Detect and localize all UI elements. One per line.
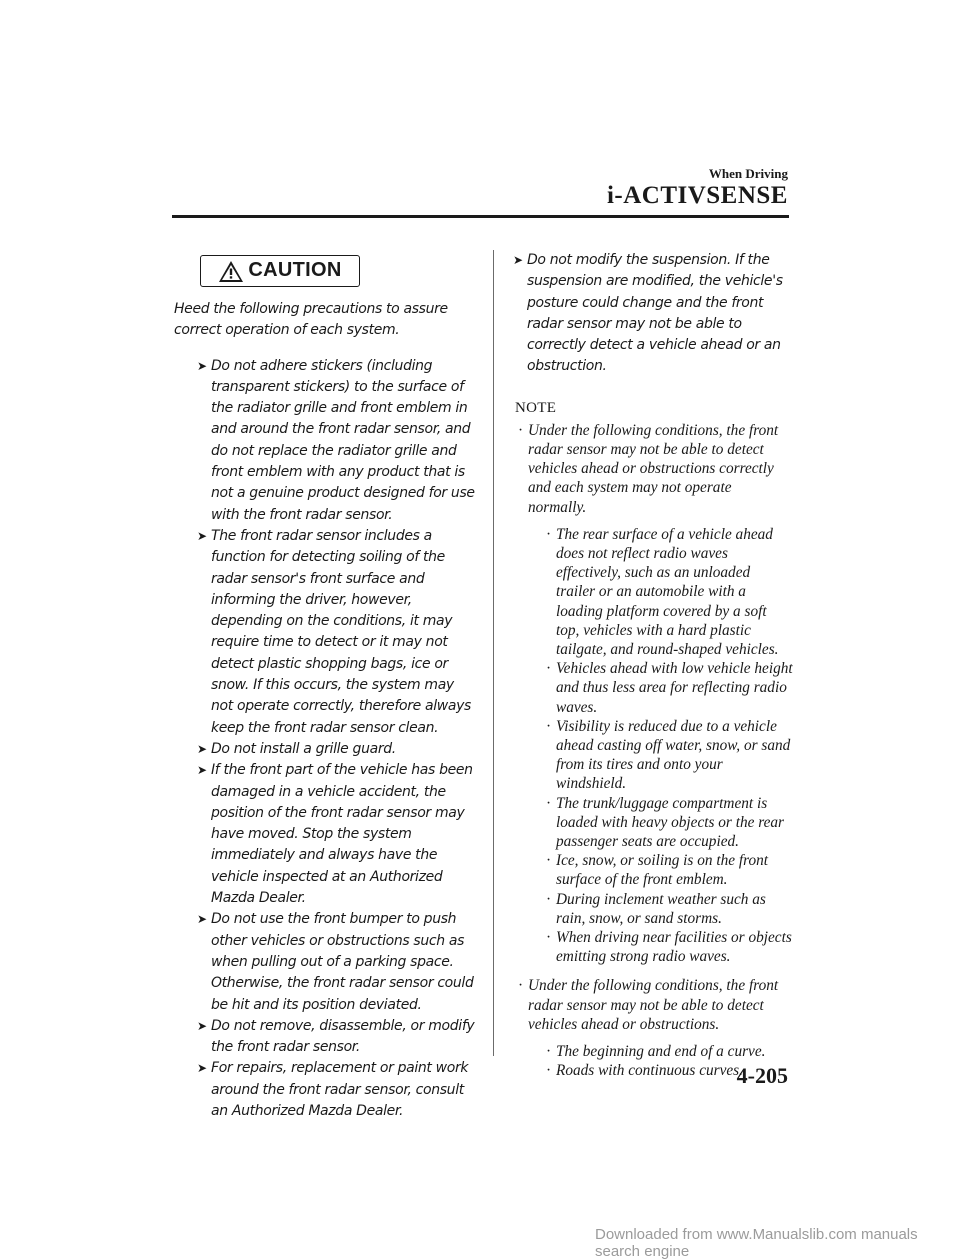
page-number: 4-205	[736, 1063, 788, 1088]
bullet-dot-icon: ·	[546, 890, 552, 908]
bullet-dot-icon: ·	[546, 525, 552, 543]
arrow-bullet-icon: ➤	[513, 253, 523, 267]
note-subitem: · Roads with continuous curves.	[546, 1062, 743, 1080]
caution-item: ➤ If the front part of the vehicle has been damaged in a vehicle accident, the position of the front radar sensor may have moved. Stop the system immediately and always have the vehicle inspected at an Authorized Mazda Dealer.	[197, 762, 473, 907]
caution-item: ➤ Do not use the front bumper to push other vehicles or obstructions such as when pulling out of a parking space. Otherwise, the front radar sensor could be hit and its position deviated.	[197, 911, 474, 1013]
arrow-bullet-icon: ➤	[197, 741, 207, 756]
caution-intro: Heed the following precautions to assure correct operation of each system.	[174, 301, 448, 339]
bullet-dot-icon: ·	[546, 1043, 552, 1061]
header-rule	[172, 215, 789, 218]
note-bullet: · Under the following conditions, the front radar sensor may not be able to detect vehicles ahead or obstructions. · The beginning and end of a curve. · Roads with continuous curves.	[513, 976, 793, 1080]
caution-item: ➤ Do not remove, disassemble, or modify the front radar sensor.	[197, 1017, 475, 1056]
arrow-bullet-icon: ➤	[197, 1061, 207, 1076]
arrow-bullet-icon: ➤	[197, 1018, 207, 1033]
bullet-dot-icon: ·	[546, 929, 552, 947]
note-sublist	[528, 525, 793, 967]
caution-item: ➤ The front radar sensor includes a function for detecting soiling of the radar sensor's front surface and informing the driver, however, depending on the conditions, it may require time to detect or it may not detect plastic shopping bags, ice or snow. If this occurs, the system may not operate correctly, therefore always keep the front radar sensor clean.	[197, 527, 471, 736]
caution-box	[200, 255, 360, 287]
note-subitem: · The trunk/luggage compartment is loaded with heavy objects or the rear passenger seats are occupied.	[546, 794, 784, 851]
note-subitem: · The beginning and end of a curve.	[546, 1043, 766, 1061]
footer-watermark[interactable]: Downloaded from www.Manualslib.com manuals search engine	[595, 1226, 918, 1260]
bullet-dot-icon: ·	[546, 1062, 552, 1080]
note-subitem: · Ice, snow, or soiling is on the front surface of the front emblem.	[546, 852, 769, 889]
caution-list-right	[513, 250, 793, 378]
section-label: When Driving	[708, 166, 788, 181]
right-column	[513, 250, 793, 1090]
caution-label: CAUTION	[248, 259, 342, 282]
note-block	[513, 421, 793, 1081]
caution-item: ➤ Do not install a grille guard.	[174, 739, 479, 760]
note-subitem: · During inclement weather such as rain, snow, or sand storms.	[546, 890, 766, 927]
arrow-bullet-icon: ➤	[197, 358, 207, 373]
left-column	[174, 255, 479, 1122]
bullet-dot-icon: ·	[546, 717, 552, 735]
note-subitem: · When driving near facilities or objects emitting strong radio waves.	[546, 929, 792, 966]
caution-item: ➤ For repairs, replacement or paint work around the front radar sensor, consult an Authorized Mazda Dealer.	[197, 1060, 469, 1119]
caution-item: ➤ Do not adhere stickers (including transparent stickers) to the surface of the radiator grille and front emblem in and around the front radar sensor, and do not replace the radiator grille and front emblem with any product that is not a genuine product designed for use with the front radar sensor.	[197, 357, 475, 523]
arrow-bullet-icon: ➤	[197, 528, 207, 543]
arrow-bullet-icon: ➤	[197, 912, 207, 927]
note-label: NOTE	[515, 399, 557, 416]
bullet-dot-icon: ·	[518, 421, 524, 439]
bullet-dot-icon: ·	[546, 660, 552, 678]
caution-list-left	[174, 356, 479, 1123]
bullet-dot-icon: ·	[546, 794, 552, 812]
note-subitem: · The rear surface of a vehicle ahead does not reflect radio waves effectively, such as an unloaded trailer or an automobile with a loading platform covered by a soft top, vehicles with a hard plastic tailgate, and round-shaped vehicles.	[546, 525, 779, 659]
caution-item: ➤ Do not modify the suspension. If the suspension are modified, the vehicle's posture could change and the front radar sensor may not be able to correctly detect a vehicle ahead or an obstruction.	[513, 252, 783, 375]
warning-triangle-icon	[218, 260, 244, 283]
bullet-dot-icon: ·	[546, 852, 552, 870]
arrow-bullet-icon: ➤	[197, 763, 207, 778]
bullet-dot-icon: ·	[518, 977, 524, 995]
page-title: i-ACTIVSENSE	[606, 182, 788, 209]
note-subitem: · Visibility is reduced due to a vehicle ahead casting off water, snow, or sand from its tires and onto your windshield.	[546, 717, 791, 793]
column-divider	[493, 250, 494, 1056]
note-subitem: · Vehicles ahead with low vehicle height and thus less area for reflecting radio waves.	[546, 660, 793, 716]
note-bullet: · Under the following conditions, the front radar sensor may not be able to detect vehicles ahead or obstructions correctly and each system may not operate normally. · The rear surface of a vehicle ahead does not reflect radio waves effectively, such as an unloaded trailer or an automobile with a loading platform covered by a soft top, vehicles with a hard plastic tailgate, and round-shaped vehicles. · Vehicles ahead with low vehicle height and thus less area for reflecting radio waves. · Visibility is reduced due to a vehicle ahead casting off water, snow, or sand from its tires and onto your windshield. · The trunk/luggage compartment is loaded with heavy objects or the rear passenger seats are occupied. · Ice, snow, or soiling is on the front surface of the front emblem. · During inclement weather such as rain, snow, or sand storms. · When driving near facilities or objects emitting strong radio waves.	[518, 421, 793, 966]
